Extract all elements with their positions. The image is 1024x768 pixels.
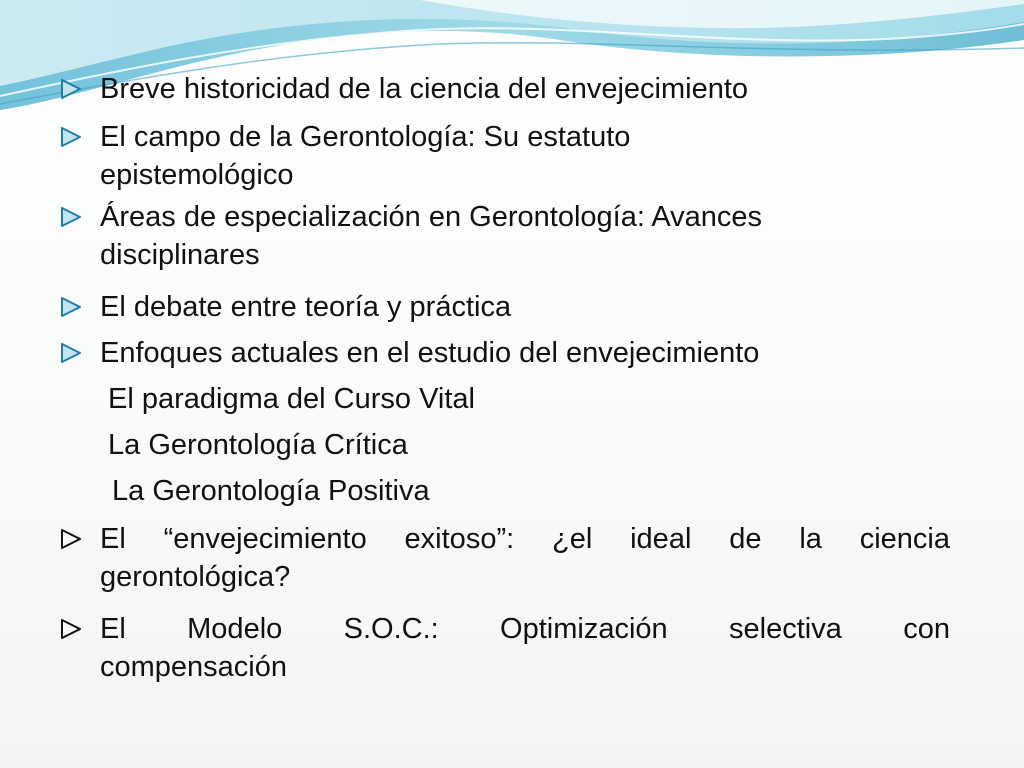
bullet-item	[58, 288, 950, 326]
bullet-text: El campo de la Gerontología: Su estatuto epistemológico	[100, 121, 631, 191]
arrow-bullet-icon	[60, 125, 86, 149]
sub-item	[58, 380, 950, 418]
arrow-bullet-icon	[60, 617, 86, 641]
bullet-text-line: compensación	[100, 651, 287, 683]
arrow-bullet-icon	[60, 295, 86, 319]
bullet-item	[58, 610, 950, 686]
sub-item-text: La Gerontología Crítica	[108, 429, 408, 461]
bullet-text: El debate entre teoría y práctica	[100, 291, 512, 323]
bullet-text: Breve historicidad de la ciencia del envejecimiento	[100, 73, 749, 105]
bullet-item	[58, 198, 920, 274]
arrow-bullet-icon	[60, 205, 86, 229]
bullet-text-line: El Modelo S.O.C.: Optimización selectiva con	[100, 613, 950, 645]
bullet-item	[58, 118, 740, 194]
arrow-bullet-icon	[60, 341, 86, 365]
arrow-bullet-icon	[60, 527, 86, 551]
arrow-bullet-icon	[60, 77, 86, 101]
bullet-text: Áreas de especialización en Gerontología: Avances disciplinares	[100, 201, 763, 271]
bullet-text-line: gerontológica?	[100, 561, 291, 593]
slide-content	[58, 64, 950, 686]
bullet-item	[58, 334, 950, 372]
bullet-item	[58, 520, 950, 596]
sub-item	[58, 426, 950, 464]
bullet-text: Enfoques actuales en el estudio del envejecimiento	[100, 337, 760, 369]
bullet-text-line: El “envejecimiento exitoso”: ¿el ideal de la ciencia	[100, 523, 950, 555]
sub-item-text: La Gerontología Positiva	[112, 475, 430, 507]
sub-item	[58, 472, 950, 510]
bullet-item	[58, 70, 950, 108]
sub-item-text: El paradigma del Curso Vital	[108, 383, 475, 415]
